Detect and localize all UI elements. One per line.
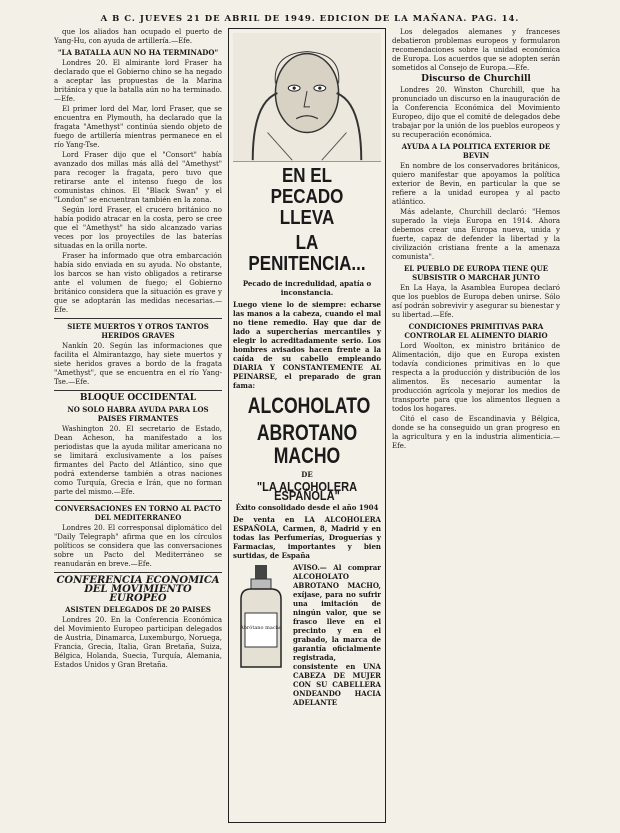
paragraph: En La Haya, la Asamblea Europea declaró que los pueblos de Europa deben unirse. Sólo así podrán sobrevivir y asegurar su bienestar y su libertad.—Efe.: [392, 284, 560, 319]
paragraph: Lord Woolton, ex ministro británico de Alimentación, dijo que en Europa existen todavía condiciones primitivas en lo que respecta a la producción y distribución de los alimentos. Es necesario aumentar la producción agrícola y mejorar los medios de transporte para que los alimentos lleguen a todos los hogares.: [392, 342, 560, 413]
ad-headline-2: LA PENITENCIA...: [248, 232, 366, 275]
bottle-label: Abrótano macho: [240, 625, 282, 631]
paragraph: Washington 20. El secretario de Estado, Dean Acheson, ha manifestado a los periodistas que la ayuda militar americana no se limitará exclusivamente a los países firmantes del Pacto del Atlántico, sino que podrá extenderse también a otras naciones como Turquía, Grecia e Irán, que no forman parte del mismo.—Efe.: [54, 425, 222, 496]
headline-pueblo: EL PUEBLO DE EUROPA TIENE QUE SUBSISTIR O MARCHAR JUNTO: [403, 264, 549, 282]
advertisement: [228, 28, 386, 823]
headline-conferencia: CONFERENCIA ECONOMICA DEL MOVIMIENTO EUROPEO: [56, 575, 220, 604]
ad-de: DE: [301, 470, 313, 479]
ad-subtitle: Pecado de incredulidad, apatía o inconstancia.: [242, 279, 372, 297]
divider: [54, 318, 222, 319]
ad-product-1: ALCOHOLATO: [247, 393, 371, 418]
ad-sales: De venta en LA ALCOHOLERA ESPAÑOLA, Carmen, 8, Madrid y en todas las Perfumerías, Droguerías y Farmacias, importantes y bien surtidas, de España: [233, 515, 381, 560]
ad-box: [228, 28, 386, 823]
ad-brand: "LA ALCOHOLERA ESPAÑOLA": [256, 479, 358, 503]
paragraph: En nombre de los conservadores británicos, quiero manifestar que apoyamos la política exterior de Bevin, en particular la que se refiere a la unidad europea y al pacto atlántico.: [392, 162, 560, 206]
article-intro: que los aliados han ocupado el puerto de Yang-Hu, con ayuda de artillería.—Efe.: [54, 28, 222, 45]
column-left: [54, 28, 222, 823]
ad-aviso: AVISO.— Al comprar ALCOHOLATO ABROTANO MACHO, exíjase, para no sufrir una imitación de ningún valor, que se frasco lleve en el precinto y en el grabado, la marca de garantía oficialmente registrada, consistente en UNA CABEZA DE MUJER CON SU CABELLERA ONDEANDO HACIA ADELANTE: [293, 563, 381, 707]
worried-man-illustration: [233, 33, 381, 162]
ad-body: Luego viene lo de siempre: echarse las manos a la cabeza, cuando el mal no tiene remedio. Hay que dar de lado a supercherías mercantiles y elegir lo acreditadamente serio. Los hombres avisados hacen frente a la caída de su cabello empleando DIARIA Y CONSTANTEMENTE AL PEINARSE, el preparado de gran fama:: [233, 300, 381, 390]
paragraph: Más adelante, Churchill declaró: "Hemos superado la vieja Europa en 1914. Ahora debemos crear una Europa nueva, unida y fuerte, capaz de defender la libertad y la civilización cristiana frente a la amenaza comunista".: [392, 208, 560, 261]
man-head-icon: [233, 33, 381, 161]
paragraph: Según lord Fraser, el crucero británico no había podido atracar en la costa, pero se cree que el "Amethyst" ha sido alcanzado varias veces por los proyectiles de las baterías situadas en la orilla norte.: [54, 206, 222, 250]
ad-bottom: [233, 563, 381, 707]
ad-since: Éxito consolidado desde el año 1904: [235, 503, 379, 512]
headline-alimento: CONDICIONES PRIMITIVAS PARA CONTROLAR EL ALIMENTO DIARIO: [404, 322, 548, 340]
page-header: A B C. JUEVES 21 DE ABRIL DE 1949. EDICION DE LA MAÑANA. PAG. 14.: [100, 14, 520, 24]
divider: [54, 572, 222, 573]
paragraph: Londres 20. Winston Churchill, que ha pronunciado un discurso en la inauguración de la Conferencia Económica del Movimiento Europeo, dijo que el comité de delegados debe trabajar por la unión de los pueblos europeos y su recuperación económica.: [392, 86, 560, 139]
headline-bevin: AYUDA A LA POLITICA EXTERIOR DE BEVIN: [401, 142, 551, 160]
headline-batalla: "LA BATALLA AUN NO HA TERMINADO": [57, 48, 219, 57]
paragraph: Londres 20. El corresponsal diplomático del "Daily Telegraph" afirma que en los círculos políticos se considera que las conversaciones sobre un Pacto del Mediterráneo se reanudarán en breve.—Efe.: [54, 524, 222, 568]
ad-headline-1: EN EL PECADO LLEVA: [270, 165, 344, 229]
headline-mediterraneo: CONVERSACIONES EN TORNO AL PACTO DEL MEDITERRANEO: [55, 504, 221, 522]
paragraph: El primer lord del Mar, lord Fraser, que se encuentra en Plymouth, ha declarado que la fragata "Amethyst" continúa siendo objeto de fuego de artillería mientras permanece en el río Yang-Tse.: [54, 105, 222, 149]
paragraph: Los delegados alemanes y franceses debatieron problemas europeos y formularon recomendaciones sobre la unidad económica de Europa. Los acuerdos que se adopten serán sometidos al Consejo de Europa.—Efe.: [392, 28, 560, 72]
paragraph: Citó el caso de Escandinavia y Bélgica, donde se ha conseguido un gran progreso en la agricultura y en la industria alimenticia.—Efe.: [392, 415, 560, 450]
paragraph: Londres 20. El almirante lord Fraser ha declarado que el Gobierno chino se ha negado a aceptar las propuestas de la Marina británica y que la batalla aún no ha terminado.—Efe.: [54, 59, 222, 103]
column-right: [392, 28, 560, 823]
ad-product-2: ABROTANO MACHO: [256, 420, 358, 468]
paragraph: Londres 20. En la Conferencia Económica del Movimiento Europeo participan delegados de Austria, Dinamarca, Luxemburgo, Noruega, Francia, Grecia, Italia, Gran Bretaña, Suiza, Bélgica, Holanda, Suecia, Turquía, Alemania, Estados Unidos y Gran Bretaña.: [54, 616, 222, 669]
paragraph: Nankín 20. Según las informaciones que facilita el Almirantazgo, hay siete muertos y siete heridos graves a bordo de la fragata "Amethyst", que se encuentra en el río Yang-Tse.—Efe.: [54, 342, 222, 386]
headline-churchill: Discurso de Churchill: [421, 74, 531, 84]
headline-bloque: BLOQUE OCCIDENTAL: [79, 393, 197, 403]
headline-muertos: SIETE MUERTOS Y OTROS TANTOS HERIDOS GRAVES: [67, 322, 209, 340]
divider: [54, 500, 222, 501]
bottle-icon: [233, 563, 289, 673]
divider: [54, 390, 222, 391]
paragraph: Fraser ha informado que otra embarcación había sido enviada en su ayuda. No obstante, los barcos se han visto obligados a retirarse ante el volumen de fuego; el Gobierno británico considera que la situación es grave y que se adoptarán las medidas necesarias.—Efe.: [54, 252, 222, 314]
paragraph: Lord Fraser dijo que el "Consort" había avanzado dos millas más allá del "Amethyst" para recoger la fragata, pero tuvo que retirarse ante el intenso fuego de los comunistas chinos. El "Black Swan" y el "London" se encuentran también en la zona.: [54, 151, 222, 204]
subheadline-delegados: ASISTEN DELEGADOS DE 20 PAISES: [65, 605, 211, 614]
subheadline-ayuda: NO SOLO HABRA AYUDA PARA LOS PAISES FIRMANTES: [67, 405, 209, 423]
